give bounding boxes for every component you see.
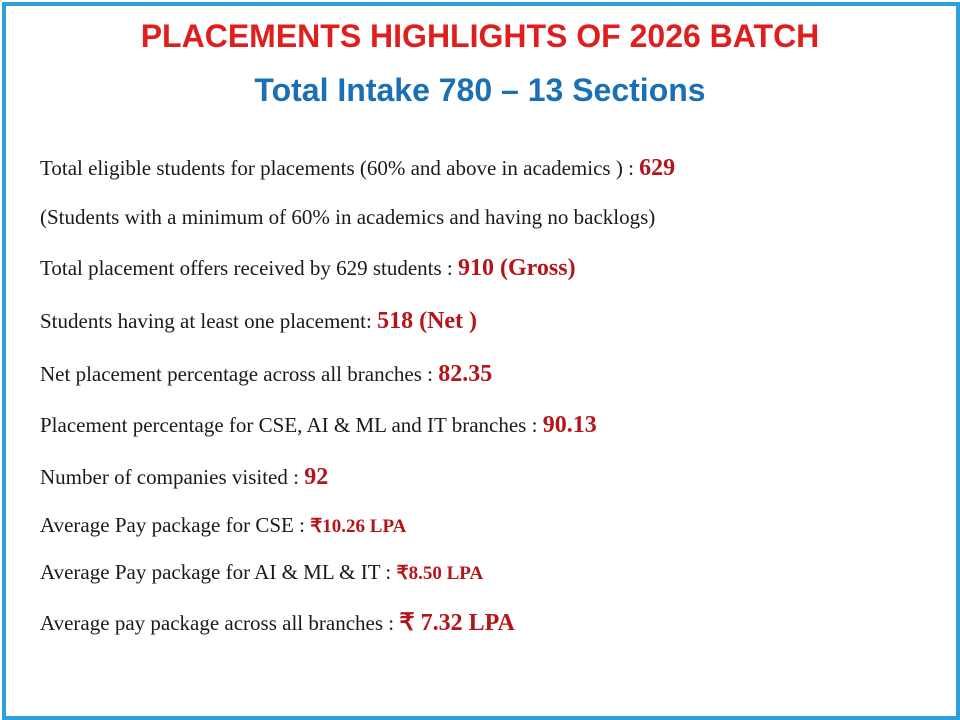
- cse-package-value: ₹10.26 LPA: [310, 516, 407, 537]
- aiml-it-package-value: ₹8.50 LPA: [396, 563, 484, 584]
- offers-received-value: 910 (Gross): [458, 255, 576, 281]
- students-placed-value: 518 (Net ): [377, 308, 478, 334]
- overall-package-value: ₹ 7.32 LPA: [399, 610, 515, 636]
- net-percentage-line: [40, 361, 492, 388]
- students-placed-label: Students having at least one placement:: [40, 309, 378, 333]
- branch-percentage-label: Placement percentage for CSE, AI & ML and IT branches :: [40, 413, 543, 437]
- companies-visited-label: Number of companies visited :: [40, 465, 305, 489]
- slide-subtitle: Total Intake 780 – 13 Sections: [254, 72, 706, 108]
- aiml-it-package-label: Average Pay package for AI & ML & IT :: [40, 560, 397, 584]
- cse-package-line: [40, 513, 406, 538]
- students-placed-line: [40, 308, 477, 335]
- slide-title: PLACEMENTS HIGHLIGHTS OF 2026 BATCH: [140, 18, 820, 54]
- overall-package-line: [40, 608, 515, 637]
- companies-visited-line: [40, 464, 328, 491]
- net-percentage-value: 82.35: [438, 361, 493, 387]
- net-percentage-label: Net placement percentage across all branches :: [40, 362, 439, 386]
- offers-received-line: [40, 255, 576, 282]
- eligible-students-label: Total eligible students for placements (60% and above in academics ) :: [40, 156, 640, 180]
- eligible-students-value: 629: [639, 155, 676, 181]
- eligibility-note: [40, 205, 655, 230]
- aiml-it-package-line: [40, 560, 483, 585]
- overall-package-label: Average pay package across all branches :: [40, 611, 400, 635]
- eligible-students-line: [40, 155, 675, 182]
- branch-percentage-value: 90.13: [542, 412, 597, 438]
- offers-received-label: Total placement offers received by 629 students :: [40, 256, 459, 280]
- companies-visited-value: 92: [304, 464, 329, 490]
- eligibility-note-text: (Students with a minimum of 60% in academics and having no backlogs): [40, 205, 656, 229]
- branch-percentage-line: [40, 412, 597, 439]
- cse-package-label: Average Pay package for CSE :: [40, 513, 311, 537]
